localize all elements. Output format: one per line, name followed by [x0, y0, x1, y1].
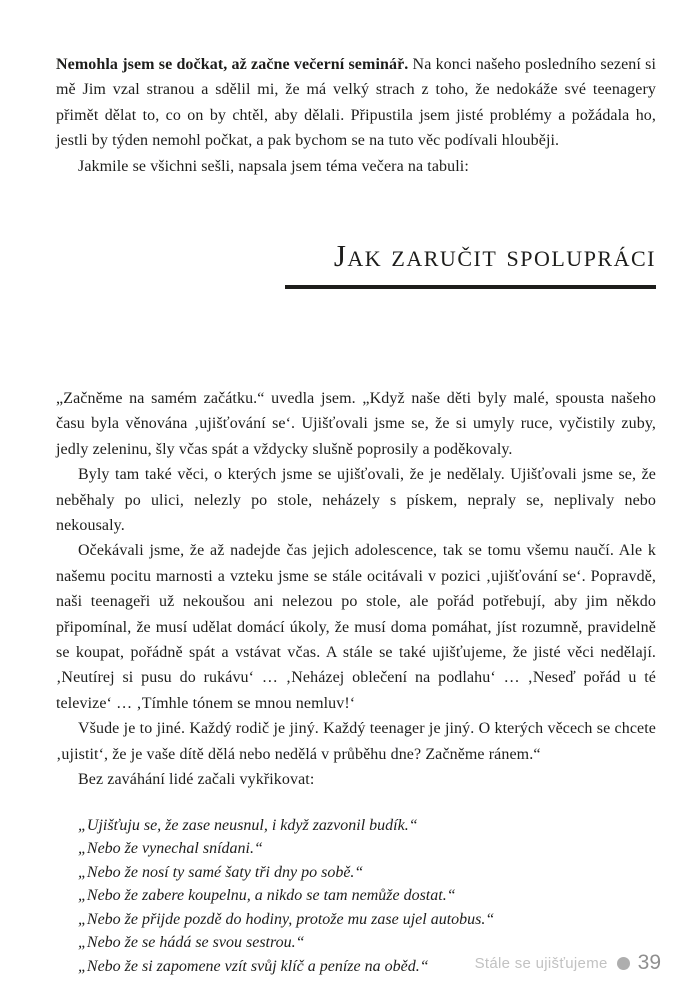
body-section	[56, 386, 656, 978]
quote-line: „Nebo že přijde pozdě do hodiny, protože mu zase ujel autobus.“	[78, 910, 495, 928]
body-paragraph: Všude je to jiné. Každý rodič je jiný. Každý teenager je jiný. O kterých věcech se chcete ‚ujistit‘, že je vaše dítě dělá nebo nedělá v průběhu dne? Začněme ránem.“	[56, 720, 656, 763]
footer-dot-icon	[617, 957, 630, 970]
quote-line: „Nebo že nosí ty samé šaty tři dny po sobě.“	[78, 863, 364, 881]
quote-line: „Ujišťuju se, že zase neusnul, i když zazvonil budík.“	[78, 816, 418, 834]
quote-line: „Nebo že zabere koupelnu, a nikdo se tam nemůže dostat.“	[78, 887, 456, 904]
body-paragraph: Byly tam také věci, o kterých jsme se ujišťovali, že je nedělaly. Ujišťovali jsme se, že neběhaly po ulici, nelezly po stole, neházely s pískem, nepraly se, neplivaly nebo nekousaly.	[56, 466, 656, 535]
body-paragraph: „Začněme na samém začátku.“ uvedla jsem. „Když naše děti byly malé, spousta našeho času byla věnována ‚ujišťování se‘. Ujišťovali jsme se, že si umyly ruce, vyčistily zuby, jedly zeleninu, šly včas spát a vždycky slušně poprosily a poděkovaly.	[56, 390, 656, 458]
quote-line: „Nebo že si zapomene vzít svůj klíč a peníze na oběd.“	[78, 957, 429, 975]
intro-paragraph-2: Jakmile se všichni sešli, napsala jsem téma večera na tabuli:	[78, 157, 469, 175]
intro-lead-rest: Na konci našeho posledního sezení si mě Jim vzal stranou a sdělil mi, že má velký strach z toho, že nedokáže své teenagery přimět dělat to, co on by chtěl, aby dělali. Připustila jsem jisté problémy a požádala ho, jestli by týden nemohl počkat, a pak bychom se na tuto věc podívali hlouběji.	[56, 56, 656, 150]
chapter-title-rule	[285, 285, 656, 289]
quote-line: „Nebo že vynechal snídani.“	[78, 840, 263, 857]
chapter-title: Jak zaručit spolupráci	[333, 238, 656, 273]
intro-lead-bold: Nemohla jsem se dočkat, až začne večerní seminář.	[56, 56, 409, 73]
chapter-heading	[56, 238, 656, 289]
body-paragraph: Očekávali jsme, že až nadejde čas jejich adolescence, tak se tomu všemu naučí. Ale k našemu pocitu marnosti a vzteku jsme se stále ocitávali v pozici ‚ujišťování se‘. Popravdě, naši teenageři už nekoušou ani nelezou po stole, ale pořád potřebují, aby jim někdo připomínal, že musí udělat domácí úkoly, že musí doma pomáhat, jíst rozumně, pravidelně se koupat, pořádně spát a vstávat včas. A stále se také ujišťujeme, že jisté věci nedělají. ‚Neutírej si pusu do rukávu‘ … ‚Neházej oblečení na podlahu‘ … ‚Neseď pořád u té televize‘ … ‚Tímhle tónem se mnou nemluv!‘	[56, 542, 656, 712]
page-footer	[475, 951, 661, 975]
intro-paragraph	[56, 52, 656, 154]
quote-line: „Nebo že se hádá se svou sestrou.“	[78, 934, 305, 951]
body-paragraph: Bez zaváhání lidé začali vykřikovat:	[78, 771, 315, 789]
intro-section	[56, 52, 656, 179]
page-number: 39	[637, 951, 661, 974]
running-footer-title: Stále se ujišťujeme	[474, 954, 608, 972]
